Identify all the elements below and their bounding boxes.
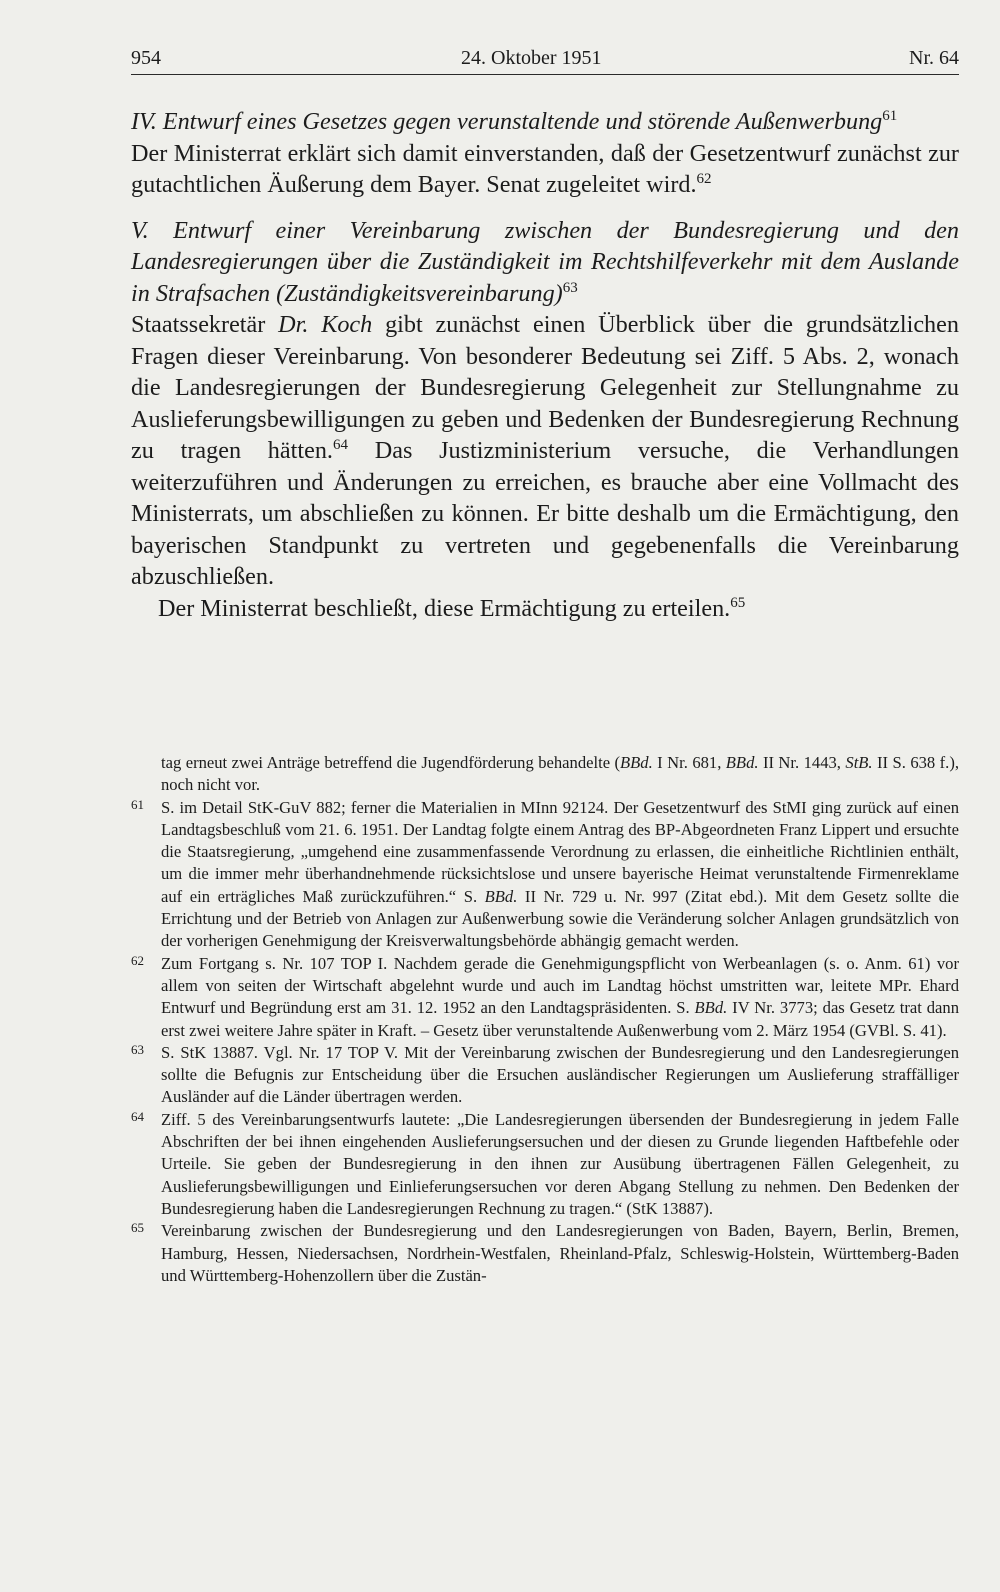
running-header <box>131 40 959 75</box>
footnote-64: 64 Ziff. 5 des Vereinbarungsentwurfs lautete: „Die Landesregierungen übersenden der Bundesregierung in jedem Falle Abschriften der bei ihnen eingehenden Auslieferungsersuchen und der diesen zu Grunde liegenden Haftbefehle oder Urteile. Sie geben der Bundesregierung in den ihnen zur Ausübung übertragenen Fällen Gelegenheit, zu Auslieferungsbewilligungen und Einlieferungsersuchen vor deren Abgang Stellung zu nehmen. Den Bedenken der Bundesregierung haben die Landesregierungen Rechnung zu tragen.“ (StK 13887). <box>131 1109 959 1220</box>
agenda-item-iv-text: Der Ministerrat erklärt sich damit einverstanden, daß der Gesetzentwurf zunächst zur gutachtlichen Äußerung dem Bayer. Senat zugeleitet wird.$^{62}$ <box>131 139 959 198</box>
footnote-ref: 65 <box>730 594 746 611</box>
agenda-item-iv-title: IV. Entwurf eines Gesetzes gegen verunstaltende und störende Außenwerbung$^{61}$ <box>131 108 898 135</box>
footnote-number: 61 <box>131 796 144 812</box>
issue-number: Nr. 64 <box>909 47 959 69</box>
footnote-65: 65 Vereinbarung zwischen der Bundesregierung und den Landesregierungen von Baden, Bayern, Berlin, Bremen, Hamburg, Hessen, Niedersachsen, Nordrhein-Westfalen, Rheinland-Pfalz, Schleswig-Holstein, Württemberg-Baden und Württemberg-Hohenzollern über die Zustän- <box>131 1220 959 1287</box>
footnote-ref: 64 <box>332 437 348 453</box>
footnote-63: 63 S. StK 13887. Vgl. Nr. 17 TOP V. Mit der Vereinbarung zwischen der Bundesregierung und den Landesregierungen sollte die Befugnis zur Entscheidung über die Ersuchen ausländischer Regierungen um Auslieferung straffälliger Ausländer auf die Länder übertragen werden. <box>131 1042 959 1109</box>
footnote-61: 61 S. im Detail StK-GuV 882; ferner die Materialien in MInn 92124. Der Gesetzentwurf des StMI ging zurück auf einen Landtagsbeschluß vom 21. 6. 1951. Der Landtag folgte einem Antrag des BP-Abgeordneten Franz Lippert und ersuchte die Staatsregierung, „umgehend eine zusammenfassende Verordnung zu erlassen, die einheitliche Richtlinien enthält, um die immer mehr überhandnehmende rücksichtslose und unsere bayerische Heimat verunstaltende Firmenreklame auf ein erträgliches Maß zurückzuführen.“ S. BBd. II Nr. 729 u. Nr. 997 (Zitat ebd.). Mit dem Gesetz sollte die Errichtung und der Betrieb von Anlagen zur Außenwerbung sowie die Veränderung solcher Anlagen grundsätzlich von der vorherigen Genehmigung der Kreisverwaltungsbehörde abhängig gemacht werden. <box>131 797 959 953</box>
main-text <box>131 106 959 624</box>
footnote-number: 65 <box>131 1220 144 1236</box>
agenda-item-v-decision: Der Ministerrat beschließt, diese Ermächtigung zu erteilen.$^{65}$ <box>158 594 746 622</box>
person-name: Dr. Koch <box>278 311 373 338</box>
footnotes <box>131 752 959 1287</box>
footnote-continuation: tag erneut zwei Anträge betreffend die Jugendförderung behandelte (BBd. I Nr. 681, BBd. II Nr. 1443, StB. II S. 638 f.), noch nicht vor. <box>161 753 959 795</box>
footnote-number: 62 <box>131 952 144 968</box>
agenda-item-v-paragraph: Staatssekretär Dr. Koch gibt zunächst einen Überblick über die grundsätzlichen Fragen dieser Vereinbarung. Von besonderer Bedeutung sei Ziff. 5 Abs. 2, wonach die Landesregierungen der Bundesregierung Gelegenheit zur Stellungnahme zu Auslieferungsbewilligungen zu geben und Bedenken der Bundesregierung Rechnung zu tragen hätten.$^{64}$ Das Justizministerium versuche, die Verhandlungen weiterzuführen und Änderungen zu erreichen, es brauche aber eine Vollmacht des Ministerrats, um abschließen zu können. Er bitte deshalb um die Ermächtigung, den bayerischen Standpunkt zu vertreten und gegebenenfalls die Vereinbarung abzuschließen. <box>131 311 959 590</box>
header-date: 24. Oktober 1951 <box>461 47 602 69</box>
footnote-number: 63 <box>131 1041 144 1057</box>
footnote-number: 64 <box>131 1108 144 1124</box>
footnote-ref: 63 <box>562 279 578 296</box>
footnote-ref: 61 <box>882 108 898 124</box>
agenda-item-v-title: V. Entwurf einer Vereinbarung zwischen der Bundesregierung und den Landesregierungen über die Zuständigkeit im Rechtshilfeverkehr mit dem Auslande in Strafsachen (Zuständigkeitsvereinbarung)$^{63}$ <box>131 216 959 307</box>
page-number: 954 <box>131 47 161 69</box>
footnote-62: 62 Zum Fortgang s. Nr. 107 TOP I. Nachdem gerade die Genehmigungspflicht von Werbeanlagen (s. o. Anm. 61) vor allem von seiten der Wirtschaft abgelehnt wurde und auch im Landtag höchst umstritten war, leitete MPr. Ehard Entwurf und Begründung erst am 31. 12. 1952 an den Landtagspräsidenten. S. BBd. IV Nr. 3773; das Gesetz trat dann erst zwei weitere Jahre später in Kraft. – Gesetz über verunstaltende Außenwerbung vom 2. März 1954 (GVBl. S. 41). <box>131 953 959 1042</box>
footnote-ref: 62 <box>696 171 712 187</box>
